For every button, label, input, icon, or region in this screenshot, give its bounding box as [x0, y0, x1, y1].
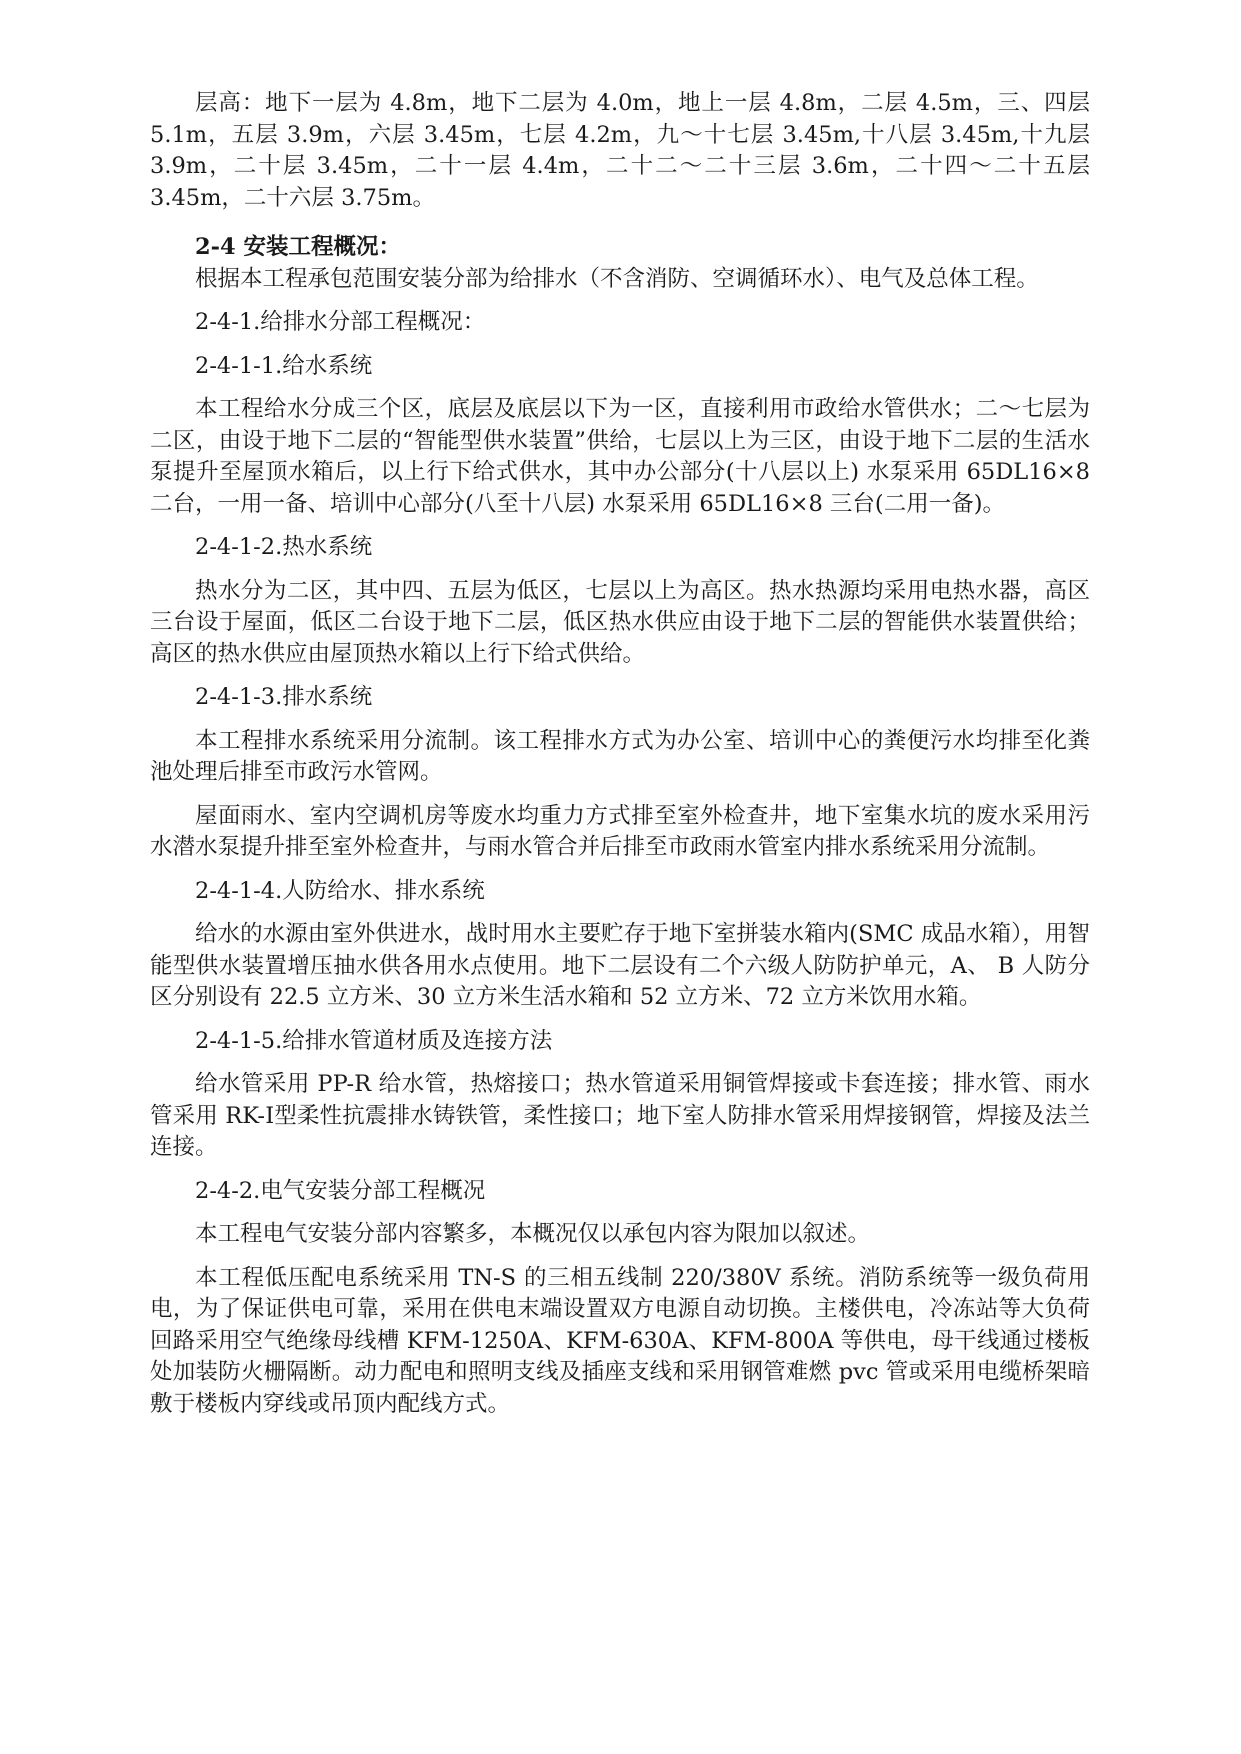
paragraph-pipe-materials: 给水管采用 PP-R 给水管，热熔接口；热水管道采用铜管焊接或卡套连接；排水管、雨水管采用 RK-Ⅰ型柔性抗震排水铸铁管，柔性接口；地下室人防排水管采用焊接钢管，焊接及法兰连接。	[150, 1071, 1090, 1160]
subheading-2-4-1: 2-4-1.给排水分部工程概况：	[195, 309, 486, 335]
paragraph-scope: 根据本工程承包范围安装分部为给排水（不含消防、空调循环水）、电气及总体工程。	[195, 265, 1039, 292]
paragraph-drainage: 本工程排水系统采用分流制。该工程排水方式为办公室、培训中心的粪便污水均排至化粪池处理后排至市政污水管网。	[150, 727, 1090, 785]
subheading-2-4-1-3: 2-4-1-3.排水系统	[195, 684, 373, 710]
subheading-2-4-1-2: 2-4-1-2.热水系统	[195, 534, 373, 560]
subheading-2-4-1-4: 2-4-1-4.人防给水、排水系统	[195, 877, 485, 904]
section-heading-2-4: 2-4 安装工程概况：	[195, 234, 401, 260]
document-page	[150, 88, 1090, 1420]
subheading-2-4-1-1: 2-4-1-1.给水系统	[195, 352, 373, 379]
paragraph-rainwater: 屋面雨水、室内空调机房等废水均重力方式排至室外检查井，地下室集水坑的废水采用污水潜水泵提升排至室外检查井，与雨水管合并后排至市政雨水管室内排水系统采用分流制。	[150, 802, 1090, 860]
paragraph-hot-water: 热水分为二区，其中四、五层为低区，七层以上为高区。热水热源均采用电热水器，高区三台设于屋面，低区二台设于地下二层，低区热水供应由设于地下二层的智能供水装置供给；高区的热水供应由屋顶热水箱以上行下给式供给。	[150, 577, 1090, 667]
paragraph-electrical-intro: 本工程电气安装分部内容繁多，本概况仅以承包内容为限加以叙述。	[195, 1221, 871, 1247]
paragraph-water-supply: 本工程给水分成三个区，底层及底层以下为一区，直接利用市政给水管供水；二～七层为二区，由设于地下二层的“智能型供水装置”供给，七层以上为三区，由设于地下二层的生活水泵提升至屋顶水箱后，以上行下给式供水，其中办公部分(十八层以上) 水泵采用 65DL16×8 二台，一用一备、培训中心部分(八至十八层) 水泵采用 65DL16×8 三台(二用一备)。	[150, 396, 1090, 517]
paragraph-floor-heights: 层高：地下一层为 4.8m，地下二层为 4.0m，地上一层 4.8m，二层 4.5m，三、四层 5.1m，五层 3.9m，六层 3.45m，七层 4.2m，九～十七层 3.45m,十八层 3.45m,十九层 3.9m，二十层 3.45m，二十一层 4.4m，二十二～二十三层 3.6m，二十四～二十五层 3.45m，二十六层 3.75m。	[150, 90, 1090, 211]
subheading-2-4-1-5: 2-4-1-5.给排水管道材质及连接方法	[195, 1027, 553, 1054]
subheading-2-4-2: 2-4-2.电气安装分部工程概况	[195, 1177, 486, 1204]
paragraph-civil-defense: 给水的水源由室外供进水，战时用水主要贮存于地下室拼装水箱内(SMC 成品水箱），用智能型供水装置增压抽水供各用水点使用。地下二层设有二个六级人防防护单元，A、 B 人防分区分别设有 22.5 立方米、30 立方米生活水箱和 52 立方米、72 立方米饮用水箱。	[150, 921, 1090, 1010]
paragraph-electrical-system: 本工程低压配电系统采用 TN-S 的三相五线制 220/380V 系统。消防系统等一级负荷用电，为了保证供电可靠，采用在供电末端设置双方电源自动切换。主楼供电，冷冻站等大负荷回路采用空气绝缘母线槽 KFM-1250A、KFM-630A、KFM-800A 等供电，母干线通过楼板处加装防火栅隔断。动力配电和照明支线及插座支线和采用钢管难燃 pvc 管或采用电缆桥架暗敷于楼板内穿线或吊顶内配线方式。	[150, 1264, 1090, 1417]
